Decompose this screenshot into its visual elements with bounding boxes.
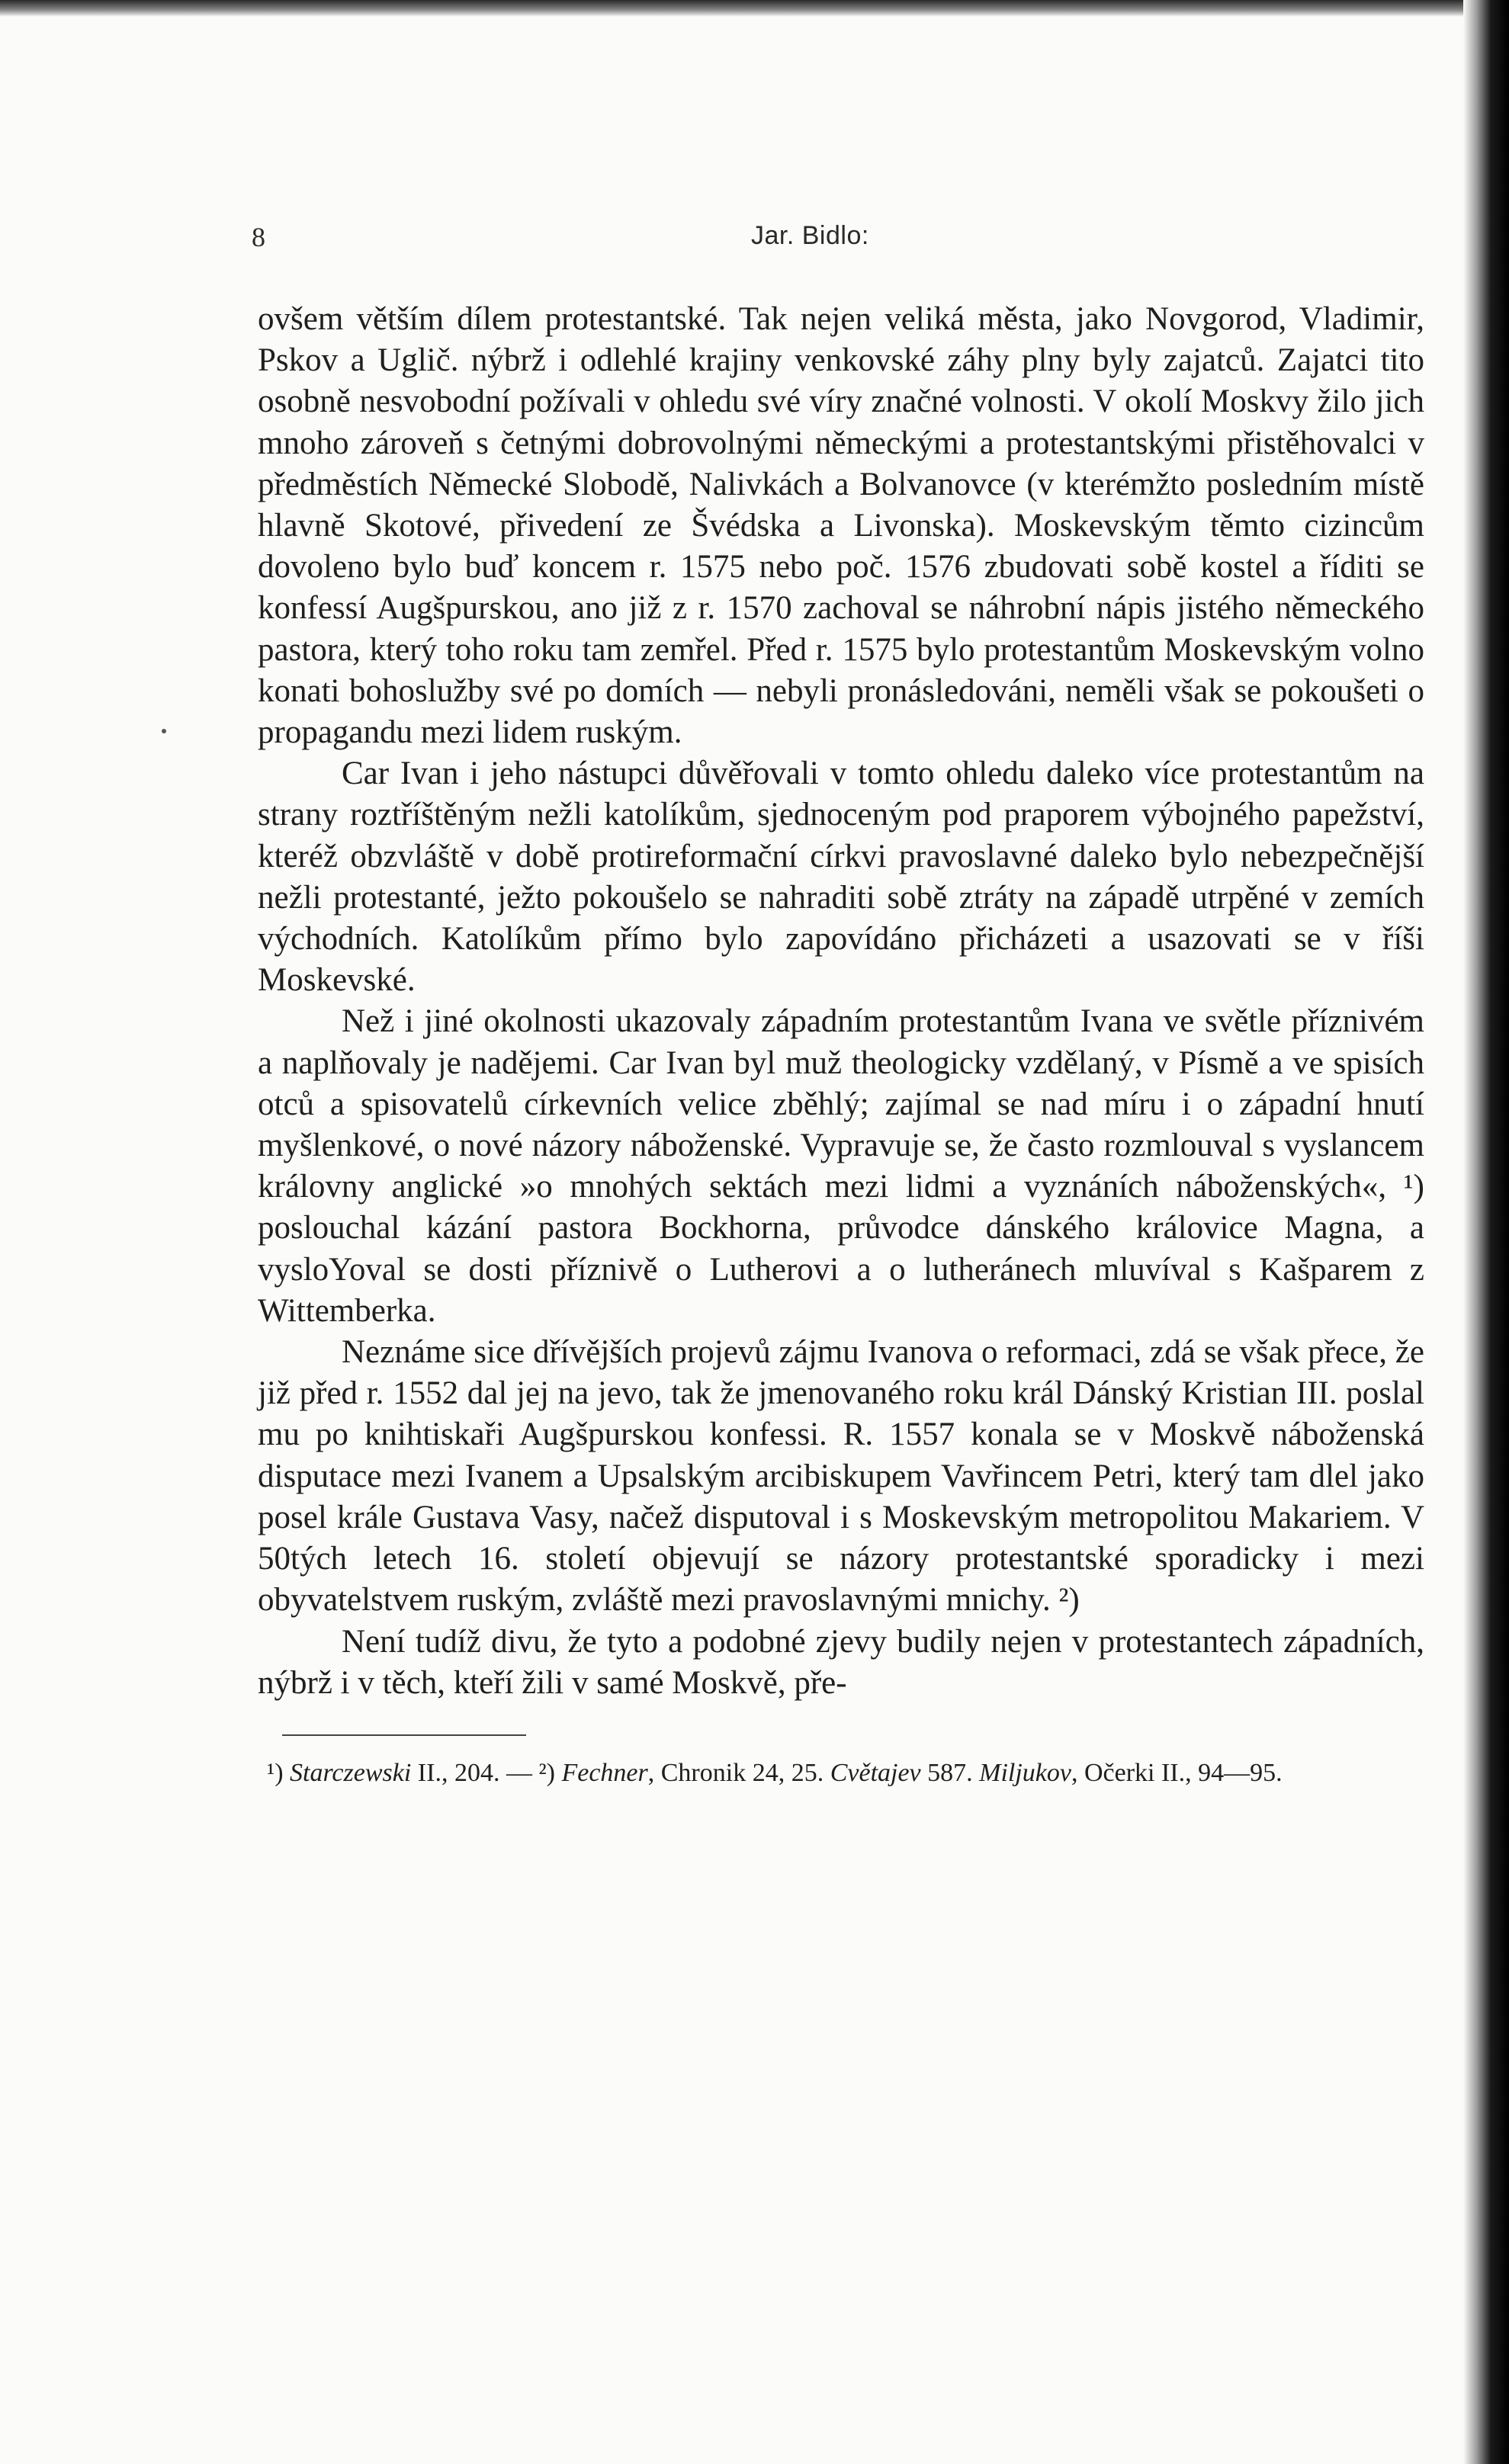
scan-right-edge [1463, 0, 1509, 2464]
footnote-1-marker: ¹) [267, 1759, 284, 1787]
stray-ink-dot [162, 729, 166, 733]
footnote-2-ref-3: , Očerki II., 94—95. [1071, 1759, 1283, 1787]
footnote-1-ref: II., 204. — [411, 1759, 539, 1787]
footnote-line-1 [267, 1756, 1426, 1791]
paragraph-4: Neznáme sice dřívějších projevů zájmu Ivanova o reformaci, zdá se však přece, že již před r. 1552 dal jej na jevo, tak že jmenovaného roku král Dánský Kristian III. poslal mu po knihtiskaři Augšpurskou konfessi. R. 1557 konala se v Moskvě náboženská disputace mezi Ivanem a Upsalským arcibiskupem Vavřincem Petri, který tam dlel jako posel krále Gustava Vasy, načež disputoval i s Moskevským metropolitou Makariem. V 50tých letech 16. století objevují se názory protestantské sporadicky i mezi obyvatelstvem ruským, zvláště mezi pravoslavnými mnichy. ²) [258, 1334, 1424, 1619]
paragraph-2: Car Ivan i jeho nástupci důvěřovali v tomto ohledu daleko více protestantům na strany roztříštěným nežli katolíkům, sjednoceným pod praporem výbojného papežství, kteréž obzvláště v době protireformační církvi pravoslavné daleko bylo nebezpečnější nežli protestanté, ježto pokoušelo se nahraditi sobě ztráty na západě utrpěné v zemích východních. Katolíkům přímo bylo zapovídáno přicházeti a usazovati se v říši Moskevské. [258, 756, 1424, 999]
footnote-1-author: Starczewski [290, 1759, 412, 1787]
footnote-rule [282, 1734, 526, 1736]
footnote-2-author: Fechner [561, 1759, 648, 1787]
running-head: Jar. Bidlo: [751, 221, 869, 250]
page-number: 8 [252, 222, 265, 252]
footnote-2-marker: ²) [538, 1759, 555, 1787]
scan-top-edge [0, 0, 1509, 17]
paragraph-3: Než i jiné okolnosti ukazovaly západním protestantům Ivana ve světle příznivém a naplňovaly je nadějemi. Car Ivan byl muž theologicky vzdělaný, v Písmě a ve spisích otců a spisovatelů církevních velice zběhlý; zajímal se nad míru i o západní hnutí myšlenkové, o nové názory náboženské. Vypravuje se, že často rozmlouval s vyslancem královny anglické »o mnohých sektách mezi lidmi a vyznáních náboženských«, ¹) poslouchal kázání pastora Bockhorna, průvodce dánského královice Magna, a vysloYoval se dosti příznivě o Lutherovi a o lutheránech mluvíval s Kašparem z Wittemberka. [258, 1003, 1424, 1329]
footnotes [267, 1756, 1426, 1791]
footnote-2-author-3: Miljukov [979, 1759, 1071, 1787]
page-header [252, 221, 1426, 267]
body-text [258, 299, 1424, 1704]
footnote-2-ref: , Chronik 24, 25. [647, 1759, 830, 1787]
paragraph-5: Není tudíž divu, že tyto a podobné zjevy budily nejen v protestantech západních, nýbrž i v těch, kteří žili v samé Moskvě, pře- [258, 1623, 1424, 1701]
paragraph-1: ovšem větším dílem protestantské. Tak nejen veliká města, jako Novgorod, Vladimir, Pskov a Uglič. nýbrž i odlehlé krajiny venkovské záhy plny byly zajatců. Zajatci tito osobně nesvobodní požívali v ohledu své víry značné volnosti. V okolí Moskvy žilo jich mnoho zároveň s četnými dobrovolnými německými a protestantskými přistěhovalci v předměstích Německé Slobodě, Nalivkách a Bolvanovce (v kterémžto posledním místě hlavně Skotové, přivedení ze Švédska a Livonska). Moskevským těmto cizincům dovoleno bylo buď koncem r. 1575 nebo poč. 1576 zbudovati sobě kostel a říditi se konfessí Augšpurskou, ano již z r. 1570 zachoval se náhrobní nápis jistého německého pastora, který toho roku tam zemřel. Před r. 1575 bylo protestantům Moskevským volno konati bohoslužby své po domích — nebyli pronásledováni, neměli však se pokoušeti o propagandu mezi lidem ruským. [258, 301, 1424, 751]
footnote-2-author-2: Cvětajev [830, 1759, 921, 1787]
footnote-2-ref-2: 587. [920, 1759, 980, 1787]
